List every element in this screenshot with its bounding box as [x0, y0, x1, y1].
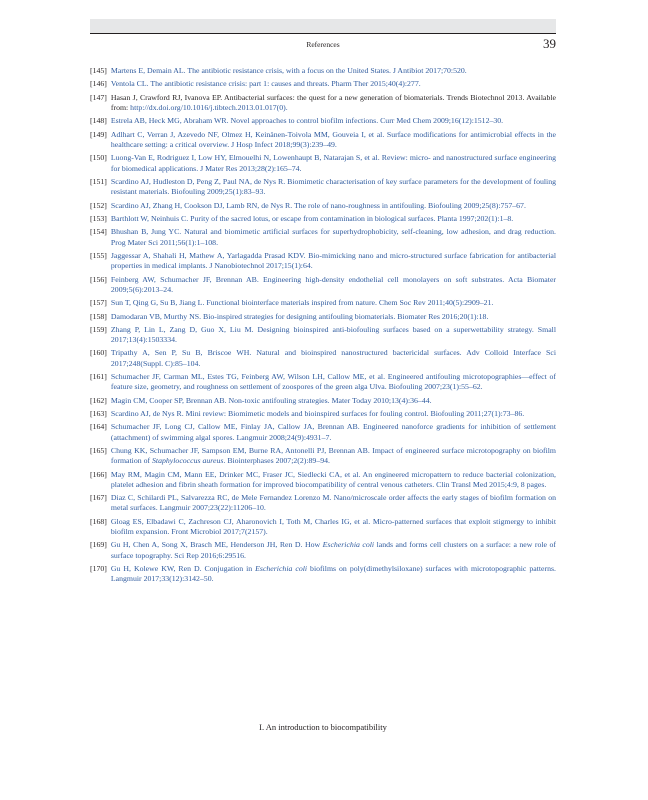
reference-text[interactable]: Sun T, Qing G, Su B, Jiang L. Functional biointerface materials inspired from nature. Chem Soc Rev 2011;40(5):2909–21.: [110, 298, 494, 308]
reference-text[interactable]: Barthlott W, Neinhuis C. Purity of the sacred lotus, or escape from contamination in biological surfaces. Planta 1997;202(1):1–8.: [110, 213, 514, 223]
reference-number: [151]: [90, 176, 107, 186]
reference-entry: [90, 409, 556, 419]
reference-entry: [90, 116, 556, 126]
reference-text[interactable]: Bhushan B, Jung YC. Natural and biomimetic artificial surfaces for superhydrophobicity, self-cleaning, low adhesion, and drag reduction. Prog Mater Sci 2011;56(1):1–108.: [110, 227, 556, 247]
reference-text[interactable]: Schumacher JF, Long CJ, Callow ME, Finlay JA, Callow JA, Brennan AB. Engineered nanoforce gradients for inhibition of settlement (attachment) of swimming algal spores. Langmuir 2008;24(9):4931–7.: [110, 422, 556, 442]
reference-text[interactable]: Jaggessar A, Shahali H, Mathew A, Yarlagadda Prasad KDV. Bio-mimicking nano and micro-structured surface fabrication for antibacterial properties in medical implants. J Nanobiotechnol 2017;15(1):64.: [110, 250, 556, 271]
reference-number: [155]: [90, 250, 107, 260]
reference-number: [146]: [90, 79, 107, 89]
reference-entry: [90, 446, 556, 466]
reference-number: [149]: [90, 129, 107, 139]
reference-list: [90, 66, 556, 588]
reference-entry: [90, 493, 556, 513]
reference-entry: [90, 275, 556, 295]
header-bar: [90, 19, 556, 33]
reference-entry: [90, 227, 556, 247]
reference-text[interactable]: Gu H, Chen A, Song X, Brasch ME, Henderson JH, Ren D. How Escherichia coli lands and forms cell clusters on a surface: a new role of surface topography. Sci Rep 2016;6:29516.: [110, 540, 556, 560]
reference-number: [164]: [90, 422, 107, 432]
reference-entry: [90, 396, 556, 406]
doi-link[interactable]: http://dx.doi.org/10.1016/j.tibtech.2013.01.017(0).: [130, 102, 288, 112]
reference-number: [165]: [90, 446, 107, 456]
reference-text[interactable]: Scardino AJ, Hudleston D, Peng Z, Paul NA, de Nys R. Biomimetic characterisation of key surface parameters for the development of fouling resistant materials. Biofouling 2009;25(1):83–93.: [110, 176, 556, 197]
reference-text[interactable]: Martens E, Demain AL. The antibiotic resistance crisis, with a focus on the United States. J Antibiot 2017;70:520.: [110, 66, 467, 75]
reference-number: [152]: [90, 200, 107, 210]
reference-entry: [90, 517, 556, 537]
reference-entry: [90, 251, 556, 271]
reference-number: [170]: [90, 564, 107, 574]
reference-entry: [90, 325, 556, 345]
running-head: References: [306, 40, 340, 49]
reference-text[interactable]: Luong-Van E, Rodriguez I, Low HY, Elmouelhi N, Lowenhaupt B, Natarajan S, et al. Review: micro- and nanostructured surface engineering for biomedical applications. J Mater Res 2013;28(2):165–74.: [110, 153, 556, 173]
reference-entry: [90, 540, 556, 560]
reference-entry: [90, 312, 556, 322]
reference-number: [167]: [90, 493, 107, 503]
reference-text[interactable]: Scardino AJ, Zhang H, Cookson DJ, Lamb RN, de Nys R. The role of nano-roughness in antifouling. Biofouling 2009;25(8):757–67.: [110, 200, 526, 210]
reference-number: [148]: [90, 116, 107, 126]
reference-entry: [90, 470, 556, 490]
reference-number: [147]: [90, 92, 107, 102]
reference-number: [153]: [90, 213, 107, 223]
reference-number: [166]: [90, 469, 107, 479]
reference-number: [145]: [90, 66, 107, 75]
reference-entry: [90, 201, 556, 211]
reference-entry: [90, 372, 556, 392]
reference-text[interactable]: Ventola CL. The antibiotic resistance crisis: part 1: causes and threats. Pharm Ther 2015;40(4):277.: [110, 79, 421, 89]
reference-entry: [90, 177, 556, 197]
reference-entry: [90, 214, 556, 224]
reference-number: [158]: [90, 311, 107, 321]
reference-number: [169]: [90, 540, 107, 550]
reference-entry: [90, 153, 556, 173]
reference-entry: [90, 93, 556, 113]
reference-number: [160]: [90, 348, 107, 358]
reference-number: [157]: [90, 298, 107, 308]
reference-number: [150]: [90, 153, 107, 163]
reference-entry: [90, 79, 556, 89]
reference-text[interactable]: Adlhart C, Verran J, Azevedo NF, Olmez H, Keinänen-Toivola MM, Gouveia I, et al. Surface modifications for antimicrobial effects in the healthcare setting: a critical overview. J Hosp Infect 2018;99(3):239–49.: [110, 129, 556, 149]
reference-number: [161]: [90, 372, 107, 382]
reference-text[interactable]: Schumacher JF, Carman ML, Estes TG, Feinberg AW, Wilson LH, Callow ME, et al. Engineered antifouling microtopographies—effect of feature size, geometry, and roughness on settlement of zoospores of the green alga Ulva. Biofouling 2007;23(1):55–62.: [110, 372, 556, 392]
header-rule: [90, 33, 556, 34]
reference-text[interactable]: May RM, Magin CM, Mann EE, Drinker MC, Fraser JC, Siedlecki CA, et al. An engineered micropattern to reduce bacterial colonization, platelet adhesion and fibrin sheath formation for improved biocompatibility of central venous catheters. Clin Transl Med 2015;4:9, 8 pages.: [110, 469, 556, 489]
reference-text[interactable]: Feinberg AW, Schumacher JF, Brennan AB. Engineering high-density endothelial cell monolayers on soft substrates. Acta Biomater 2009;5(6):2013–24.: [110, 274, 556, 294]
reference-number: [154]: [90, 227, 107, 237]
reference-number: [159]: [90, 324, 107, 334]
reference-entry: [90, 422, 556, 442]
reference-text[interactable]: Gloag ES, Elbadawi C, Zachreson CJ, Aharonovich I, Toth M, Charles IG, et al. Micro-patterned surfaces that exploit stigmergy to inhibit biofilm expansion. Front Microbiol 2017;7(2157).: [110, 516, 556, 537]
reference-text[interactable]: Scardino AJ, de Nys R. Mini review: Biomimetic models and bioinspired surfaces for fouling control. Biofouling 2011;27(1):73–86.: [110, 409, 525, 419]
reference-entry: [90, 130, 556, 150]
reference-text[interactable]: Diaz C, Schilardi PL, Salvarezza RC, de Mele Fernandez Lorenzo M. Nano/microscale order affects the early stages of biofilm formation on metal surfaces. Langmuir 2007;23(22):11206–10.: [110, 493, 556, 513]
reference-entry: [90, 564, 556, 584]
reference-text[interactable]: Gu H, Kolewe KW, Ren D. Conjugation in Escherichia coli biofilms on poly(dimethylsiloxane) surfaces with microtopographic patterns. Langmuir 2017;33(12):3142–50.: [110, 564, 556, 584]
reference-text[interactable]: Magin CM, Cooper SP, Brennan AB. Non-toxic antifouling strategies. Mater Today 2010;13(4):36–44.: [110, 395, 432, 405]
footer-section-title: I. An introduction to biocompatibility: [259, 722, 387, 732]
reference-text: Hasan J, Crawford RJ, Ivanova EP. Antibacterial surfaces: the quest for a new generation of biomaterials. Trends Biotechnol 2013. Available from: http://dx.doi.org/10.1016/j.tibtech.2013.01.017(0).: [110, 92, 556, 112]
reference-number: [156]: [90, 274, 107, 284]
reference-text[interactable]: Estrela AB, Heck MG, Abraham WR. Novel approaches to control biofilm infections. Curr Med Chem 2009;16(12):1512–30.: [110, 116, 504, 126]
reference-entry: [90, 298, 556, 308]
page-number: 39: [543, 36, 556, 51]
reference-text[interactable]: Tripathy A, Sen P, Su B, Briscoe WH. Natural and bioinspired nanostructured bactericidal surfaces. Adv Colloid Interface Sci 2017;248(Suppl. C):85–104.: [110, 348, 556, 368]
reference-number: [168]: [90, 516, 107, 526]
reference-text[interactable]: Damodaran VB, Murthy NS. Bio-inspired strategies for designing antifouling biomaterials. Biomater Res 2016;20(1):18.: [110, 311, 489, 321]
reference-text[interactable]: Zhang P, Lin L, Zang D, Guo X, Liu M. Designing bioinspired anti-biofouling surfaces based on a superwettability strategy. Small 2017;13(4):1503334.: [110, 324, 556, 345]
reference-entry: [90, 66, 556, 76]
reference-number: [163]: [90, 409, 107, 419]
reference-entry: [90, 348, 556, 368]
reference-text[interactable]: Chung KK, Schumacher JF, Sampson EM, Burne RA, Antonelli PJ, Brennan AB. Impact of engineered surface microtopography on biofilm formation of Staphylococcus aureus. Biointerphases 2007;2(2):89–94.: [110, 446, 556, 466]
reference-number: [162]: [90, 395, 107, 405]
